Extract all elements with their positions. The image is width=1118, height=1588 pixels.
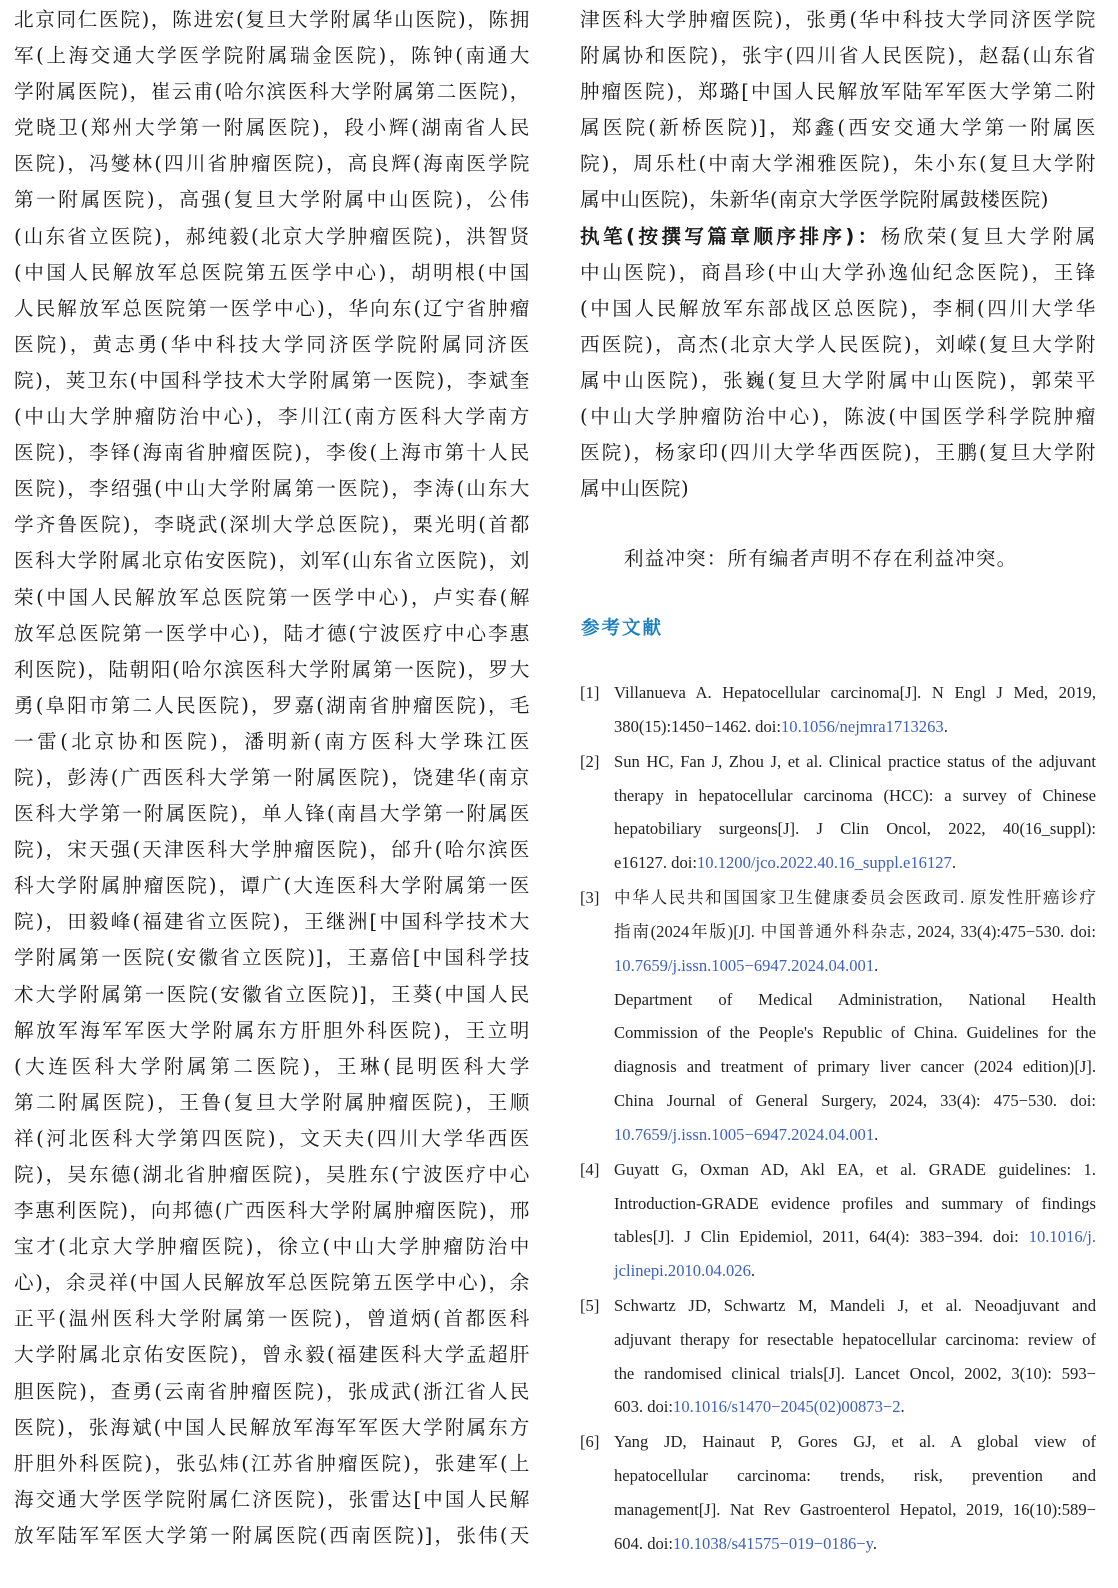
reference-line: tables[J]. J Clin Epidemiol, 2011, 64(4): 383−394. doi: 10.1016/j. [614, 1227, 1096, 1247]
reference-line: hepatocellular carcinoma: trends, risk, prevention and [614, 1466, 1096, 1486]
reference-line: 中华人民共和国国家卫生健康委员会医政司. 原发性肝癌诊疗 [614, 888, 1096, 908]
text-line: 正平(温州医科大学附属第一医院)，曾道炳(首都医科 [14, 1307, 530, 1331]
text-line: 北京同仁医院)，陈进宏(复旦大学附属华山医院)，陈拥 [14, 8, 530, 31]
reference-line: Sun HC, Fan J, Zhou J, et al. Clinical practice status of the adjuvant [614, 751, 1096, 771]
doi-link[interactable]: 10.1016/s1470−2045(02)00873−2 [673, 1397, 901, 1417]
text-line: 勇(阜阳市第二人民医院)，罗嘉(湖南省肿瘤医院)，毛 [14, 693, 530, 717]
reference-line: adjuvant therapy for resectable hepatocellular carcinoma: review of [614, 1329, 1096, 1349]
reference-item [580, 1425, 1096, 1560]
text-line: (大连医科大学附属第二医院)，王琳(昆明医科大学 [14, 1054, 530, 1078]
text-line: (中山大学肿瘤防治中心)，陈波(中国医学科学院肿瘤 [580, 405, 1096, 429]
reference-line: management[J]. Nat Rev Gastroenterol Hepatol, 2019, 16(10):589− [614, 1500, 1096, 1520]
text-line: 津医科大学肿瘤医院)，张勇(华中科技大学同济医学院 [580, 8, 1096, 31]
reference-text [614, 676, 1096, 744]
text-line: 医院)，张海斌(中国人民解放军海军军医大学附属东方 [14, 1415, 530, 1439]
reference-text [614, 1153, 1096, 1288]
reference-line: Schwartz JD, Schwartz M, Mandeli J, et al. Neoadjuvant and [614, 1296, 1096, 1316]
text-line: (山东省立医院)，郝纯毅(北京大学肿瘤医院)，洪智贤 [14, 224, 530, 248]
text-line: 医科大学第一附属医院)，单人锋(南昌大学第一附属医 [14, 802, 530, 826]
text-line: 宝才(北京大学肿瘤医院)，徐立(中山大学肿瘤防治中 [14, 1235, 530, 1259]
doi-link[interactable]: 10.1200/jco.2022.40.16_suppl.e16127 [696, 853, 952, 873]
text-line: 医院)，李绍强(中山大学附属第一医院)，李涛(山东大 [14, 477, 530, 501]
reference-line: Villanueva A. Hepatocellular carcinoma[J]. N Engl J Med, 2019, [614, 683, 1096, 702]
text-line: 科大学附属肿瘤医院)，谭广(大连医科大学附属第一医 [14, 874, 530, 898]
reference-line: China Journal of General Surgery, 2024, 33(4): 475−530. doi: [614, 1090, 1096, 1110]
reference-line: diagnosis and treatment of primary liver cancer (2024 edition)[J]. [614, 1057, 1096, 1077]
text-line: 肿瘤医院)，郑璐[中国人民解放军陆军军医大学第二附 [580, 80, 1096, 104]
text-line: 学附属第一医院(安徽省立医院)]，王嘉倍[中国科学技 [14, 946, 530, 970]
text-line: 胆医院)，查勇(云南省肿瘤医院)，张成武(浙江省人民 [14, 1379, 530, 1403]
text-line: 解放军海军军医大学附属东方肝胆外科医院)，王立明 [14, 1018, 530, 1042]
references-heading: 参考文献 [581, 618, 664, 639]
reference-line: Yang JD, Hainaut P, Gores GJ, et al. A global view of [614, 1432, 1096, 1452]
reference-list [580, 676, 1096, 1562]
reference-item [580, 745, 1096, 880]
reference-text [614, 1289, 1096, 1424]
text-line: (中国人民解放军东部战区总医院)，李桐(四川大学华 [580, 296, 1096, 320]
reference-line: 380(15):1450−1462. doi:10.1056/nejmra1713263. [614, 716, 948, 736]
text-line: 院)，宋天强(天津医科大学肿瘤医院)，邰升(哈尔滨医 [14, 838, 530, 862]
reference-number: [4] [580, 1159, 600, 1179]
text-line: 学附属医院)，崔云甫(哈尔滨医科大学附属第二医院)， [14, 80, 530, 104]
reference-line: jclinepi.2010.04.026. [614, 1261, 756, 1281]
text-line: 院)，田毅峰(福建省立医院)，王继洲[中国科学技术大 [14, 910, 530, 934]
text-line: 第二附属医院)，王鲁(复旦大学附属肿瘤医院)，王顺 [14, 1090, 530, 1114]
writers-list [580, 255, 1096, 508]
text-line: 第一附属医院)，高强(复旦大学附属中山医院)，公伟 [14, 188, 530, 212]
reference-line: 604. doi:10.1038/s41575−019−0186−y. [614, 1533, 878, 1553]
doi-link[interactable]: 10.1038/s41575−019−0186−y [673, 1533, 873, 1553]
reference-number: [2] [580, 751, 600, 771]
text-line: 放军总医院第一医学中心)，陆才德(宁波医疗中心李惠 [14, 621, 530, 645]
text-line: 医科大学附属北京佑安医院)，刘军(山东省立医院)，刘 [14, 549, 530, 573]
text-line: 属中山医院) [580, 477, 690, 501]
doi-link[interactable]: 10.7659/j.issn.1005−6947.2024.04.001 [614, 1124, 875, 1144]
reference-line: e16127. doi:10.1200/jco.2022.40.16_suppl.e16127. [614, 853, 957, 873]
text-line: 军(上海交通大学医学院附属瑞金医院)，陈钟(南通大 [14, 44, 530, 68]
text-line: 学齐鲁医院)，李晓武(深圳大学总医院)，栗光明(首都 [14, 513, 530, 537]
writers-first-name: 杨欣荣(复旦大学附属 [880, 224, 1096, 248]
reference-line: therapy in hepatocellular carcinoma (HCC): a survey of Chinese [614, 785, 1096, 805]
reference-line: hepatobiliary surgeons[J]. J Clin Oncol, 2022, 40(16_suppl): [614, 819, 1096, 839]
text-line: 属医院(新桥医院)]，郑鑫(西安交通大学第一附属医 [580, 116, 1096, 140]
text-line: 术大学附属第一医院(安徽省立医院)]，王葵(中国人民 [14, 982, 530, 1006]
text-line: 院)，吴东德(湖北省肿瘤医院)，吴胜东(宁波医疗中心 [14, 1163, 530, 1186]
doi-link[interactable]: 10.1016/j. [1028, 1227, 1096, 1247]
text-line: 医院)，李铎(海南省肿瘤医院)，李俊(上海市第十人民 [14, 441, 530, 465]
reference-number: [6] [580, 1432, 600, 1452]
reference-item [580, 1289, 1096, 1424]
text-line: 一雷(北京协和医院)，潘明新(南方医科大学珠江医 [14, 729, 530, 753]
reference-item [580, 1153, 1096, 1288]
text-line: 利医院)，陆朝阳(哈尔滨医科大学附属第一医院)，罗大 [14, 657, 530, 681]
reference-text [614, 745, 1096, 880]
reference-line: the randomised clinical trials[J]. Lancet Oncol, 2002, 3(10): 593− [614, 1363, 1096, 1383]
reference-text [614, 881, 1096, 1151]
reference-line: Department of Medical Administration, National Health [614, 989, 1096, 1009]
text-line: 荣(中国人民解放军总医院第一医学中心)，卢实春(解 [14, 585, 530, 609]
reference-number: [1] [580, 683, 600, 702]
text-line: 属中山医院)，张巍(复旦大学附属中山医院)，郭荣平 [580, 368, 1096, 392]
reference-item [580, 881, 1096, 1151]
text-line: 院)，周乐杜(中南大学湘雅医院)，朱小东(复旦大学附 [580, 152, 1096, 176]
writers-paragraph [580, 219, 1096, 508]
reference-line: Introduction-GRADE evidence profiles and summary of findings [614, 1193, 1096, 1213]
reference-item [580, 676, 1096, 744]
text-line: 属中山医院)，朱新华(南京大学医学院附属鼓楼医院) [580, 188, 1049, 212]
reference-line: 指南(2024年版)[J]. 中国普通外科杂志, 2024, 33(4):475−530. doi: [614, 921, 1096, 941]
contributor-list-paragraph [14, 2, 530, 1554]
writers-first-line [580, 219, 1096, 255]
contributor-list-continued [580, 2, 1096, 219]
reference-line: 10.7659/j.issn.1005−6947.2024.04.001. [614, 1124, 879, 1144]
text-line: 中山医院)，商昌珍(中山大学孙逸仙纪念医院)，王锋 [580, 260, 1096, 284]
reference-number: [3] [580, 888, 600, 908]
reference-number: [5] [580, 1296, 600, 1316]
text-line: 医院)，黄志勇(华中科技大学同济医学院附属同济医 [14, 332, 530, 356]
text-line: 大学附属北京佑安医院)，曾永毅(福建医科大学孟超肝 [14, 1343, 530, 1367]
text-line: 肝胆外科医院)，张弘炜(江苏省肿瘤医院)，张建军(上 [14, 1451, 530, 1475]
reference-text [614, 1425, 1096, 1560]
text-line: 院)，荚卫东(中国科学技术大学附属第一医院)，李斌奎 [14, 368, 530, 392]
text-line: (中山大学肿瘤防治中心)，李川江(南方医科大学南方 [14, 405, 530, 429]
doi-link[interactable]: 10.7659/j.issn.1005−6947.2024.04.001 [614, 955, 875, 975]
text-line: 心)，余灵祥(中国人民解放军总医院第五医学中心)，余 [14, 1271, 530, 1295]
text-line: 医院)，冯燮林(四川省肿瘤医院)，高良辉(海南医学院 [14, 152, 530, 176]
writers-lead-label: 执笔(按撰写篇章顺序排序)： [580, 224, 881, 248]
doi-link[interactable]: jclinepi.2010.04.026 [614, 1261, 751, 1281]
left-column-contributors [14, 2, 530, 1554]
text-line: 海交通大学医学院附属仁济医院)，张雷达[中国人民解 [14, 1487, 530, 1511]
text-line: 西医院)，高杰(北京大学人民医院)，刘嵘(复旦大学附 [580, 332, 1096, 356]
reference-line: Commission of the People's Republic of China. Guidelines for the [614, 1023, 1096, 1043]
text-line: (中国人民解放军总医院第五医学中心)，胡明根(中国 [14, 260, 530, 284]
text-line: 附属协和医院)，张宇(四川省人民医院)，赵磊(山东省 [580, 44, 1096, 68]
doi-link[interactable]: 10.1056/nejmra1713263 [781, 716, 944, 736]
text-line: 放军陆军军医大学第一附属医院(西南医院)]，张伟(天 [14, 1523, 530, 1547]
reference-line: 603. doi:10.1016/s1470−2045(02)00873−2. [614, 1397, 905, 1417]
text-line: 党晓卫(郑州大学第一附属医院)，段小辉(湖南省人民 [14, 116, 530, 140]
text-line: 祥(河北医科大学第四医院)，文天夫(四川大学华西医 [14, 1126, 530, 1150]
reference-line: 10.7659/j.issn.1005−6947.2024.04.001. [614, 955, 879, 975]
conflict-of-interest-statement: 利益冲突：所有编者声明不存在利益冲突。 [624, 547, 1018, 570]
text-line: 医院)，杨家印(四川大学华西医院)，王鹏(复旦大学附 [580, 441, 1096, 465]
text-line: 院)，彭涛(广西医科大学第一附属医院)，饶建华(南京 [14, 765, 530, 789]
text-line: 人民解放军总医院第一医学中心)，华向东(辽宁省肿瘤 [14, 296, 530, 320]
text-line: 李惠利医院)，向邦德(广西医科大学附属肿瘤医院)，邢 [14, 1199, 530, 1223]
right-column-contributors [580, 2, 1096, 507]
reference-line: Guyatt G, Oxman AD, Akl EA, et al. GRADE guidelines: 1. [614, 1159, 1096, 1179]
